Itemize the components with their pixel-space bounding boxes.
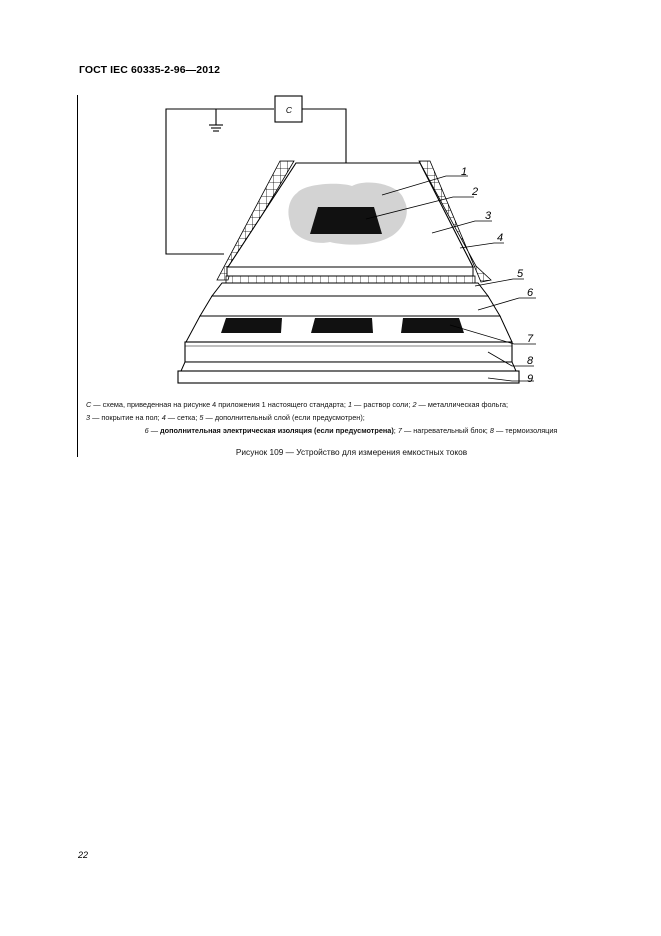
label-6: 6 [527, 287, 534, 299]
label-2: 2 [472, 186, 479, 198]
thermal-insulation [185, 342, 512, 362]
heating-element-2 [311, 318, 373, 333]
measuring-circuit-box [275, 96, 302, 122]
label-1: 1 [461, 166, 468, 178]
label-9: 9 [527, 373, 534, 385]
capacitive-current-test-setup-figure [0, 0, 661, 400]
label-3: 3 [485, 210, 492, 222]
floor-covering-edge [227, 267, 473, 276]
metal-foil [310, 207, 382, 234]
figure-caption: Рисунок 109 — Устройство для измерения емкостных токов [235, 447, 468, 457]
additional-insulation [212, 283, 488, 296]
heating-element-1 [221, 318, 282, 333]
figure-legend: C — схема, приведенная на рисунке 4 приложения 1 настоящего стандарта; 1 — раствор соли; 2 — металлическая фольга; 3 — покрытие на пол; 4 — сетка; 5 — дополнительный слой (если предусмотрен); 6 — дополнительная электрическая изоляция (если предусмотрена); 7 — нагревательный блок; 8 — термоизоляция [86, 400, 558, 435]
box-label: C [285, 105, 293, 115]
label-5: 5 [517, 268, 524, 280]
additional-layer [226, 276, 475, 283]
plywood-base [181, 362, 516, 371]
label-8: 8 [527, 355, 534, 367]
label-7: 7 [527, 333, 534, 345]
heating-element-3 [401, 318, 464, 333]
label-4: 4 [497, 232, 504, 244]
document-header: ГОСТ IEC 60335-2-96—2012 [79, 64, 221, 76]
insulation-lower-band [200, 296, 500, 316]
page-number: 22 [78, 850, 89, 860]
plywood-base-front [178, 371, 519, 383]
